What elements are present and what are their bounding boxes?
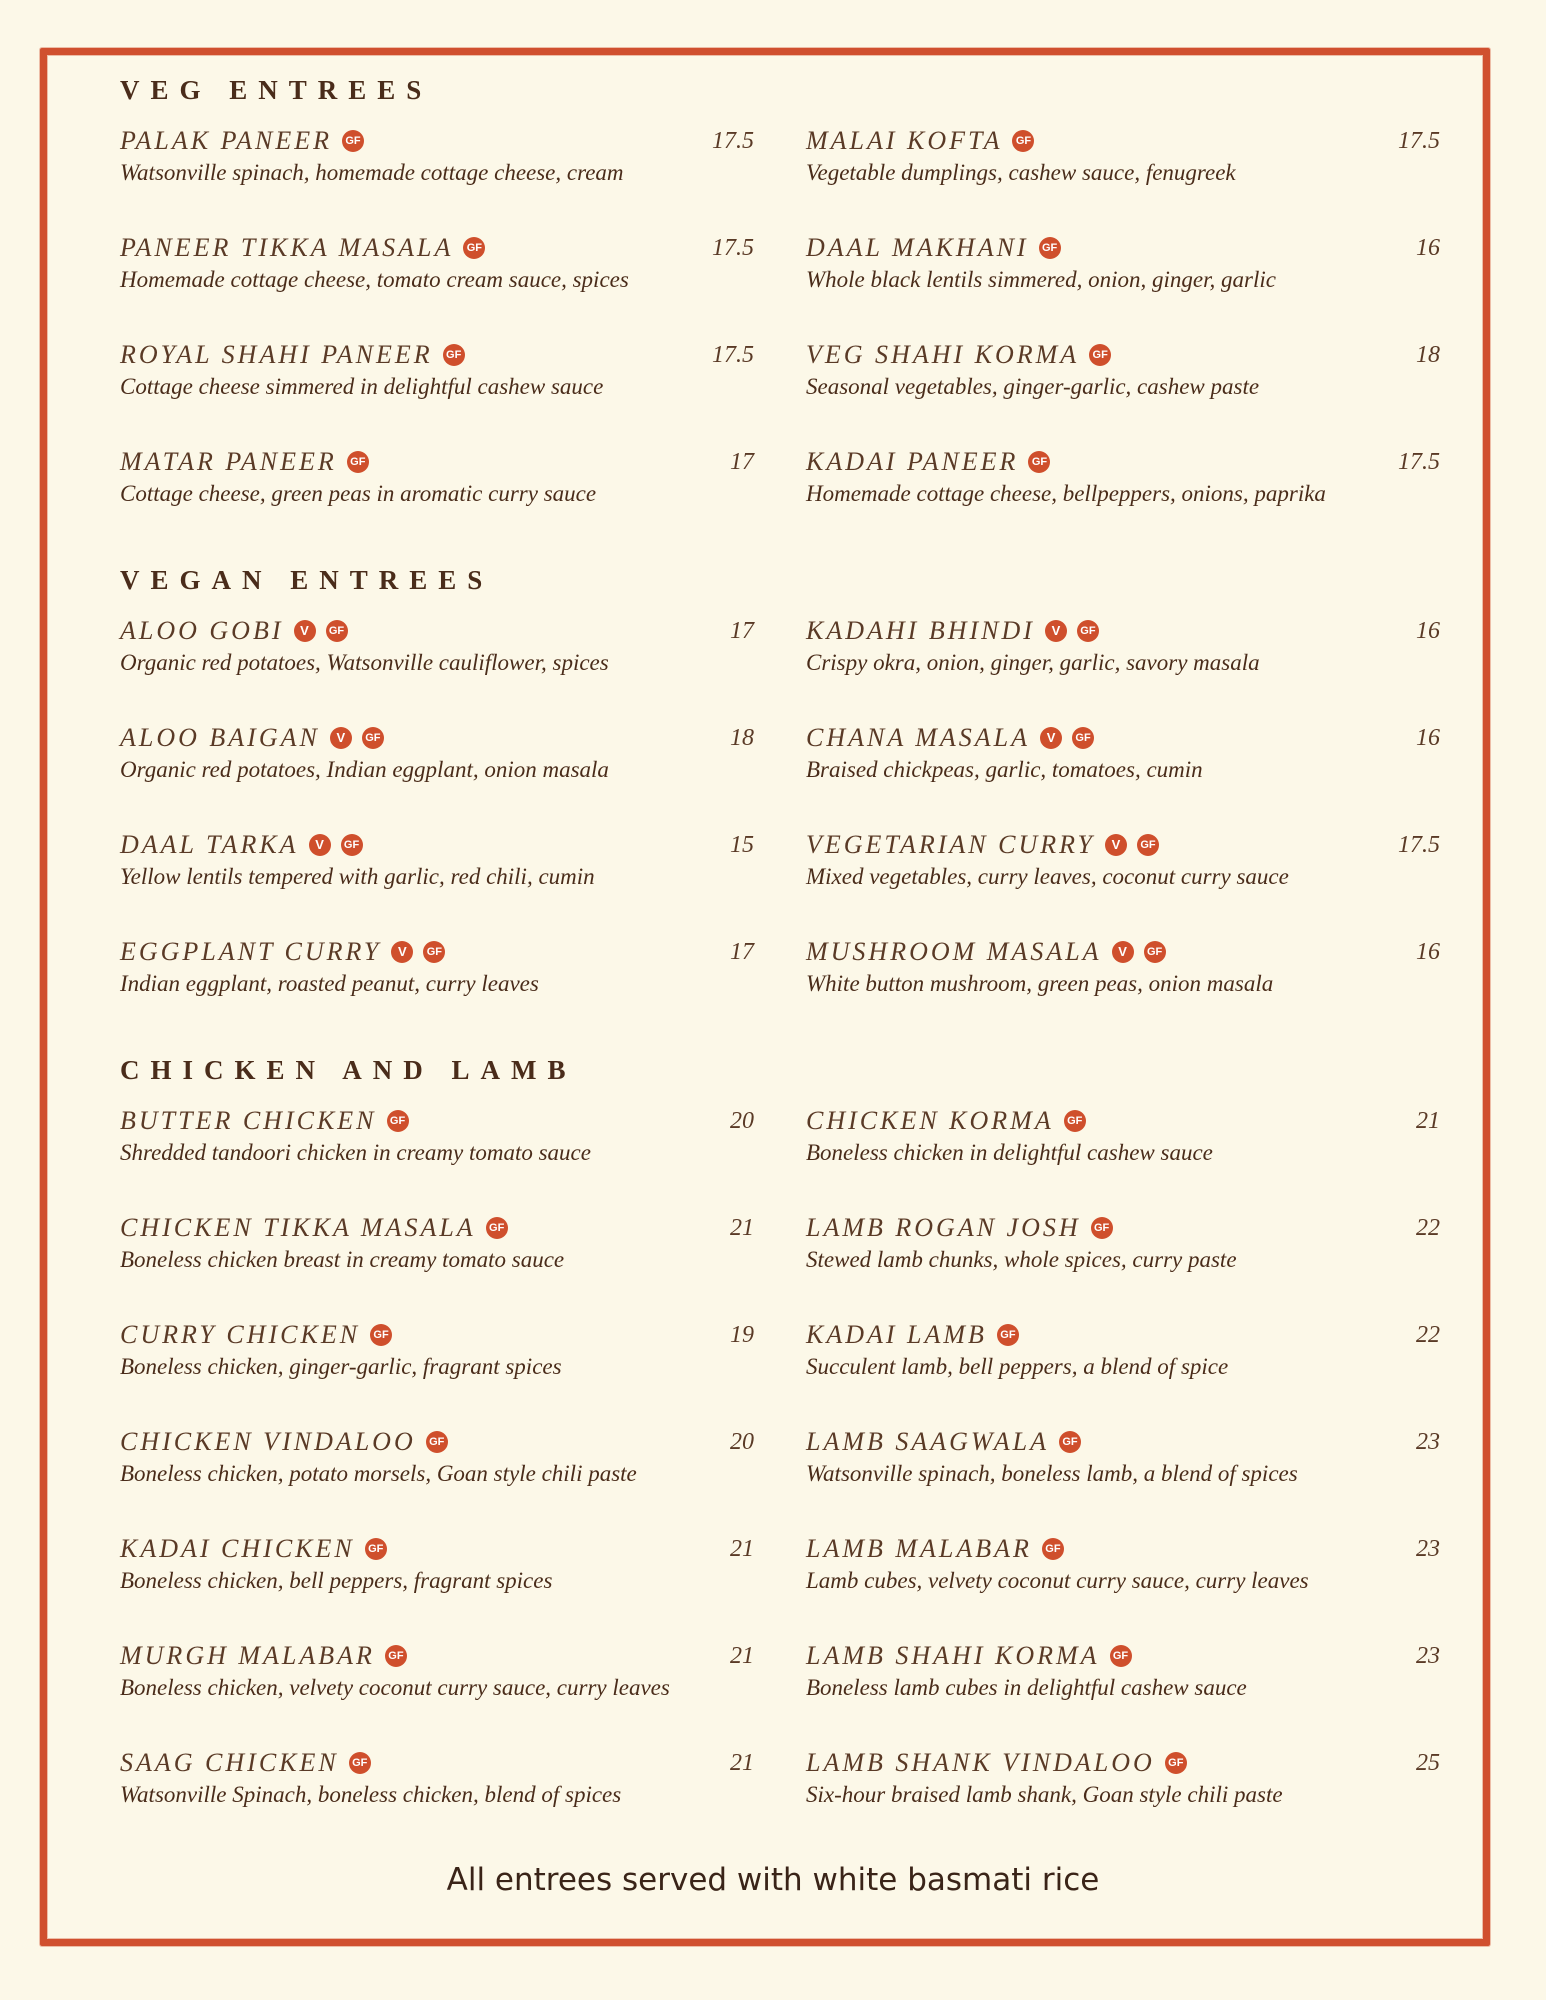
menu-item: [806, 1639, 1440, 1702]
menu-item-name: PALAK PANEER: [120, 126, 332, 156]
menu-item-header: [120, 231, 754, 265]
menu-item-price: 21: [730, 1643, 754, 1669]
menu-item-price: 18: [1416, 342, 1440, 368]
menu-item-header: [120, 935, 754, 969]
vegan-badge-icon: V: [309, 834, 331, 856]
gluten-free-badge-icon: GF: [443, 344, 465, 366]
menu-item: [120, 1532, 754, 1595]
menu-item-description: Boneless lamb cubes in delightful cashew sauce: [806, 1675, 1247, 1700]
menu-item: [120, 828, 754, 891]
gluten-free-badge-icon: GF: [326, 620, 348, 642]
menu-item-header: [120, 1746, 754, 1780]
menu-item-description: Homemade cottage cheese, tomato cream sauce, spices: [120, 267, 629, 292]
menu-item-header: [806, 828, 1440, 862]
menu-item-name: KADAI PANEER: [806, 447, 1019, 477]
menu-item: [120, 935, 754, 998]
menu-item-price: 16: [1416, 618, 1440, 644]
gluten-free-badge-icon: GF: [1089, 344, 1111, 366]
menu-item: [806, 1425, 1440, 1488]
menu-item-name: LAMB MALABAR: [806, 1534, 1032, 1564]
vegan-badge-icon: V: [1105, 834, 1127, 856]
menu-item-name: MALAI KOFTA: [806, 126, 1003, 156]
menu-item: [120, 445, 754, 508]
menu-item-description: Shredded tandoori chicken in creamy tomato sauce: [120, 1140, 591, 1165]
menu-item-header: [806, 1318, 1440, 1352]
menu-item: [806, 1746, 1440, 1809]
menu-item-description: Mixed vegetables, curry leaves, coconut curry sauce: [806, 864, 1289, 889]
menu-item-header: [806, 124, 1440, 158]
menu-item-name: MUSHROOM MASALA: [806, 937, 1102, 967]
menu-item-name: LAMB SHANK VINDALOO: [806, 1748, 1155, 1778]
menu-item-price: 23: [1416, 1429, 1440, 1455]
menu-item-price: 21: [730, 1215, 754, 1241]
menu-item-header: [806, 1425, 1440, 1459]
menu-item: [120, 124, 754, 187]
gluten-free-badge-icon: GF: [349, 1752, 371, 1774]
vegan-badge-icon: V: [294, 620, 316, 642]
menu-item: [120, 721, 754, 784]
menu-item-price: 17: [730, 939, 754, 965]
vegan-badge-icon: V: [1045, 620, 1067, 642]
menu-item-name: ALOO BAIGAN: [120, 723, 320, 753]
menu-item-name: KADAI LAMB: [806, 1320, 987, 1350]
menu-item-header: [120, 1104, 754, 1138]
menu-item-description: Cottage cheese simmered in delightful cashew sauce: [120, 374, 604, 399]
vegan-badge-icon: V: [391, 941, 413, 963]
menu-item: [806, 124, 1440, 187]
gluten-free-badge-icon: GF: [1059, 1431, 1081, 1453]
menu-item-name: CHICKEN KORMA: [806, 1106, 1054, 1136]
menu-item-price: 17.5: [1398, 832, 1440, 858]
menu-item-name: MURGH MALABAR: [120, 1641, 375, 1671]
gluten-free-badge-icon: GF: [1072, 727, 1094, 749]
menu-item-description: Vegetable dumplings, cashew sauce, fenugreek: [806, 160, 1236, 185]
menu-item: [806, 445, 1440, 508]
menu-items-grid: [120, 124, 1440, 508]
menu-item-name: SAAG CHICKEN: [120, 1748, 339, 1778]
menu-item-name: CHICKEN TIKKA MASALA: [120, 1213, 476, 1243]
menu-item: [806, 614, 1440, 677]
menu-item-name: CHANA MASALA: [806, 723, 1031, 753]
menu-item: [806, 721, 1440, 784]
menu-item-name: LAMB SAAGWALA: [806, 1427, 1049, 1457]
vegan-badge-icon: V: [1040, 727, 1062, 749]
menu-item-header: [806, 1639, 1440, 1673]
menu-item-price: 25: [1416, 1750, 1440, 1776]
gluten-free-badge-icon: GF: [1064, 1110, 1086, 1132]
menu-item: [120, 231, 754, 294]
section-spacer: [120, 508, 1440, 560]
footer-note: All entrees served with white basmati rice: [446, 1862, 1100, 1898]
menu-item-description: Boneless chicken, potato morsels, Goan style chili paste: [120, 1461, 637, 1486]
menu-item-price: 16: [1416, 235, 1440, 261]
menu-item-name: VEGETARIAN CURRY: [806, 830, 1095, 860]
menu-item-name: BUTTER CHICKEN: [120, 1106, 377, 1136]
menu-item-header: [806, 721, 1440, 755]
menu-item-header: [806, 338, 1440, 372]
menu-item-header: [806, 935, 1440, 969]
menu-item-description: Organic red potatoes, Watsonville cauliflower, spices: [120, 650, 609, 675]
menu-item: [120, 1425, 754, 1488]
menu-item-header: [120, 1425, 754, 1459]
menu-item: [120, 1639, 754, 1702]
menu-item: [806, 935, 1440, 998]
menu-item-price: 17.5: [712, 235, 754, 261]
menu-item-name: KADAI CHICKEN: [120, 1534, 355, 1564]
menu-item-header: [806, 231, 1440, 265]
menu-item-name: MATAR PANEER: [120, 447, 337, 477]
menu-item-header: [120, 1318, 754, 1352]
menu-item-price: 17: [730, 618, 754, 644]
menu-item-name: DAAL MAKHANI: [806, 233, 1029, 263]
gluten-free-badge-icon: GF: [997, 1324, 1019, 1346]
menu-item-header: [120, 1211, 754, 1245]
menu-item: [120, 1746, 754, 1809]
section-title: VEGAN ENTREES: [120, 565, 494, 595]
section-title: VEG ENTREES: [120, 75, 433, 105]
menu-item-header: [806, 1532, 1440, 1566]
vegan-badge-icon: V: [330, 727, 352, 749]
gluten-free-badge-icon: GF: [1091, 1217, 1113, 1239]
menu-item: [806, 1318, 1440, 1381]
menu-item-price: 21: [1416, 1108, 1440, 1134]
menu-item-price: 19: [730, 1322, 754, 1348]
menu-item-header: [120, 445, 754, 479]
menu-item-description: Boneless chicken, ginger-garlic, fragrant spices: [120, 1354, 562, 1379]
menu-item-price: 20: [730, 1108, 754, 1134]
gluten-free-badge-icon: GF: [1039, 237, 1061, 259]
menu-item-header: [806, 1211, 1440, 1245]
gluten-free-badge-icon: GF: [486, 1217, 508, 1239]
gluten-free-badge-icon: GF: [1165, 1752, 1187, 1774]
gluten-free-badge-icon: GF: [362, 727, 384, 749]
menu-item-header: [806, 614, 1440, 648]
menu-item-description: Homemade cottage cheese, bellpeppers, onions, paprika: [806, 481, 1326, 506]
menu-item-name: PANEER TIKKA MASALA: [120, 233, 454, 263]
menu-item-name: KADAHI BHINDI: [806, 616, 1035, 646]
menu-item: [120, 1318, 754, 1381]
menu-items-grid: [120, 1104, 1440, 1809]
menu-item-description: Boneless chicken, velvety coconut curry sauce, curry leaves: [120, 1675, 670, 1700]
menu-item-description: Succulent lamb, bell peppers, a blend of spice: [806, 1354, 1229, 1379]
menu-item-description: Braised chickpeas, garlic, tomatoes, cumin: [806, 757, 1203, 782]
menu-item-header: [120, 828, 754, 862]
menu-item-price: 15: [730, 832, 754, 858]
menu-item-description: Stewed lamb chunks, whole spices, curry paste: [806, 1247, 1237, 1272]
menu-item-price: 17.5: [712, 342, 754, 368]
menu-item-name: LAMB ROGAN JOSH: [806, 1213, 1081, 1243]
menu-item: [120, 614, 754, 677]
menu-item-description: White button mushroom, green peas, onion masala: [806, 971, 1274, 996]
menu-item-description: Organic red potatoes, Indian eggplant, onion masala: [120, 757, 609, 782]
menu-item: [806, 231, 1440, 294]
gluten-free-badge-icon: GF: [1137, 834, 1159, 856]
menu-item-price: 17.5: [1398, 128, 1440, 154]
menu-item-name: ROYAL SHAHI PANEER: [120, 340, 433, 370]
gluten-free-badge-icon: GF: [1110, 1645, 1132, 1667]
menu-item-description: Six-hour braised lamb shank, Goan style chili paste: [806, 1782, 1283, 1807]
menu-item: [806, 1532, 1440, 1595]
section-spacer: [120, 998, 1440, 1050]
menu-item-price: 16: [1416, 939, 1440, 965]
menu-item-price: 23: [1416, 1643, 1440, 1669]
menu-item-description: Boneless chicken breast in creamy tomato sauce: [120, 1247, 565, 1272]
menu-item-price: 17.5: [712, 128, 754, 154]
menu-item: [806, 1104, 1440, 1167]
section-title: CHICKEN AND LAMB: [120, 1055, 577, 1085]
menu-item-description: Watsonville spinach, homemade cottage cheese, cream: [120, 160, 624, 185]
gluten-free-badge-icon: GF: [1144, 941, 1166, 963]
menu-item-price: 17.5: [1398, 449, 1440, 475]
gluten-free-badge-icon: GF: [365, 1538, 387, 1560]
gluten-free-badge-icon: GF: [342, 130, 364, 152]
menu-item-header: [120, 124, 754, 158]
menu-item-header: [120, 1532, 754, 1566]
menu-item-description: Watsonville spinach, boneless lamb, a blend of spices: [806, 1461, 1298, 1486]
gluten-free-badge-icon: GF: [341, 834, 363, 856]
menu-item-description: Whole black lentils simmered, onion, ginger, garlic: [806, 267, 1276, 292]
gluten-free-badge-icon: GF: [426, 1431, 448, 1453]
menu-items-grid: [120, 614, 1440, 998]
menu-item-header: [120, 614, 754, 648]
menu-item-description: Yellow lentils tempered with garlic, red chili, cumin: [120, 864, 595, 889]
menu-item-header: [806, 1746, 1440, 1780]
gluten-free-badge-icon: GF: [1077, 620, 1099, 642]
menu-item-price: 20: [730, 1429, 754, 1455]
menu-item-description: Watsonville Spinach, boneless chicken, blend of spices: [120, 1782, 622, 1807]
gluten-free-badge-icon: GF: [385, 1645, 407, 1667]
menu-item-header: [806, 445, 1440, 479]
menu-item-description: Lamb cubes, velvety coconut curry sauce, curry leaves: [806, 1568, 1309, 1593]
menu-item-price: 16: [1416, 725, 1440, 751]
gluten-free-badge-icon: GF: [423, 941, 445, 963]
menu-item-description: Boneless chicken, bell peppers, fragrant spices: [120, 1568, 553, 1593]
menu-item: [806, 1211, 1440, 1274]
menu-item-price: 18: [730, 725, 754, 751]
menu-item-description: Crispy okra, onion, ginger, garlic, savory masala: [806, 650, 1260, 675]
gluten-free-badge-icon: GF: [347, 451, 369, 473]
menu-item-name: LAMB SHAHI KORMA: [806, 1641, 1100, 1671]
menu-item-name: VEG SHAHI KORMA: [806, 340, 1080, 370]
menu-item-price: 21: [730, 1750, 754, 1776]
menu-item-price: 17: [730, 449, 754, 475]
gluten-free-badge-icon: GF: [1028, 451, 1050, 473]
menu-item-header: [120, 721, 754, 755]
menu-content: [120, 70, 1440, 1809]
menu-item-header: [120, 1639, 754, 1673]
menu-item-description: Boneless chicken in delightful cashew sauce: [806, 1140, 1213, 1165]
menu-item: [806, 338, 1440, 401]
menu-item-description: Seasonal vegetables, ginger-garlic, cashew paste: [806, 374, 1260, 399]
gluten-free-badge-icon: GF: [1042, 1538, 1064, 1560]
menu-item-price: 22: [1416, 1322, 1440, 1348]
menu-item: [120, 1211, 754, 1274]
menu-item: [806, 828, 1440, 891]
gluten-free-badge-icon: GF: [1012, 130, 1034, 152]
menu-item-name: CURRY CHICKEN: [120, 1320, 361, 1350]
menu-item-name: EGGPLANT CURRY: [120, 937, 382, 967]
menu-item-description: Indian eggplant, roasted peanut, curry leaves: [120, 971, 539, 996]
menu-item-price: 21: [730, 1536, 754, 1562]
gluten-free-badge-icon: GF: [463, 237, 485, 259]
menu-item-description: Cottage cheese, green peas in aromatic curry sauce: [120, 481, 597, 506]
menu-item-price: 23: [1416, 1536, 1440, 1562]
vegan-badge-icon: V: [1112, 941, 1134, 963]
menu-item-header: [120, 338, 754, 372]
gluten-free-badge-icon: GF: [370, 1324, 392, 1346]
menu-item-name: ALOO GOBI: [120, 616, 284, 646]
menu-item: [120, 338, 754, 401]
gluten-free-badge-icon: GF: [387, 1110, 409, 1132]
menu-item: [120, 1104, 754, 1167]
menu-item-price: 22: [1416, 1215, 1440, 1241]
menu-item-name: CHICKEN VINDALOO: [120, 1427, 416, 1457]
menu-item-header: [806, 1104, 1440, 1138]
menu-item-name: DAAL TARKA: [120, 830, 299, 860]
